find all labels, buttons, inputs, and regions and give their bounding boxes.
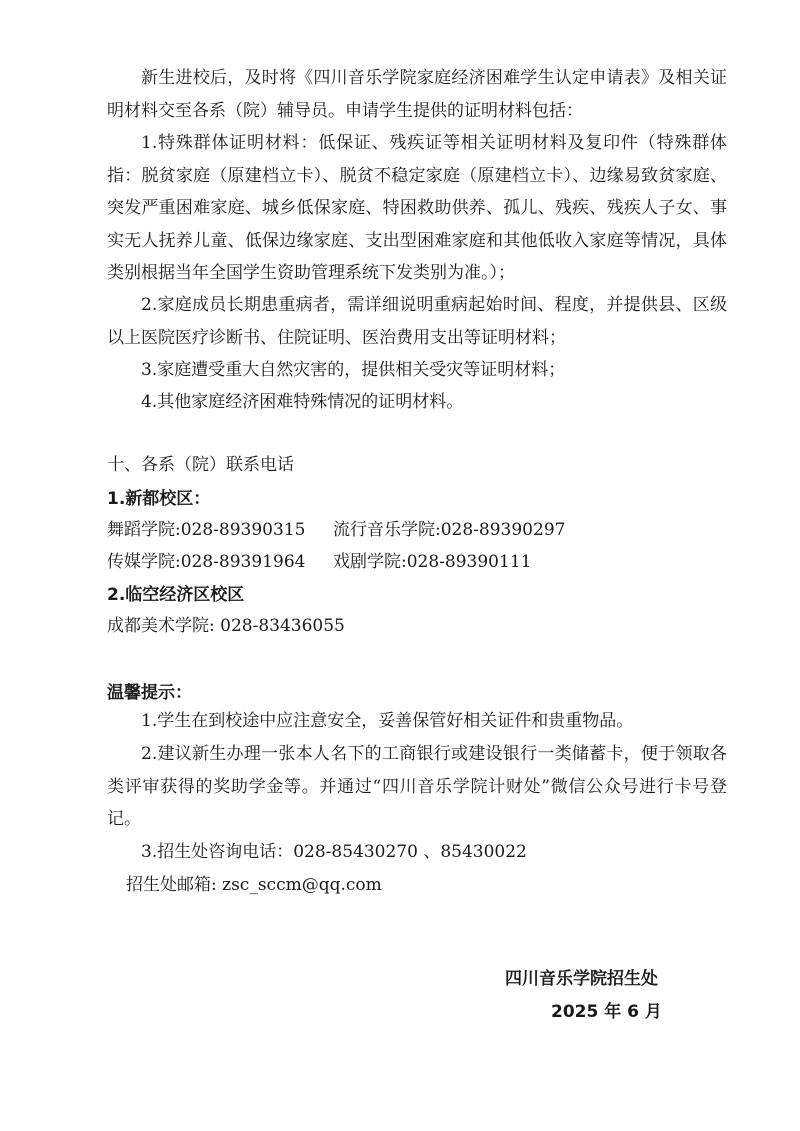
- signature-date: 2025 年 6 月: [551, 1002, 662, 1022]
- campus-xindu-title: 1.新都校区：: [107, 489, 211, 509]
- contacts-heading: 十、各系（院）联系电话: [107, 455, 294, 475]
- signature-org: 四川音乐学院招生处: [505, 969, 658, 989]
- contact-drama-college: 戏剧学院:028-89390111: [333, 552, 532, 572]
- contact-media-college: 传媒学院:028-89391964: [107, 552, 306, 572]
- tip-item-2: 2.建议新生办理一张本人名下的工商银行或建设银行一类储蓄卡，便于领取各类评审获得的奖助学金等。并通过“四川音乐学院计财处”微信公众号进行卡号登记。: [107, 744, 727, 829]
- material-item-3: 3.家庭遭受重大自然灾害的，提供相关受灾等证明材料；: [141, 360, 566, 380]
- tip-item-1: 1.学生在到校途中应注意安全，妥善保管好相关证件和贵重物品。: [141, 711, 634, 731]
- contact-chengdu-art-college: 成都美术学院: 028-83436055: [107, 616, 345, 636]
- tip-item-3: 3.招生处咨询电话：028-85430270 、85430022: [141, 842, 527, 862]
- admissions-email: 招生处邮箱: zsc_sccm@qq.com: [126, 875, 382, 895]
- material-item-4: 4.其他家庭经济困难特殊情况的证明材料。: [141, 392, 464, 412]
- material-item-2: 2.家庭成员长期患重病者，需详细说明重病起始时间、程度，并提供县、区级以上医院医疗诊断书、住院证明、医治费用支出等证明材料；: [107, 295, 727, 348]
- intro-paragraph: 新生进校后，及时将《四川音乐学院家庭经济困难学生认定申请表》及相关证明材料交至各系（院）辅导员。申请学生提供的证明材料包括：: [107, 68, 727, 121]
- campus-linkong-title: 2.临空经济区校区: [107, 585, 245, 605]
- contact-dance-college: 舞蹈学院:028-89390315: [107, 520, 306, 540]
- tips-title: 温馨提示：: [107, 683, 192, 703]
- contact-pop-music-college: 流行音乐学院:028-89390297: [333, 520, 566, 540]
- material-item-1: 1.特殊群体证明材料：低保证、残疾证等相关证明材料及复印件（特殊群体指：脱贫家庭（原建档立卡）、脱贫不稳定家庭（原建档立卡）、边缘易致贫家庭、突发严重困难家庭、城乡低保家庭、特困救助供养、孤儿、残疾、残疾人子女、事实无人抚养儿童、低保边缘家庭、支出型困难家庭和其他低收入家庭等情况，具体类别根据当年全国学生资助管理系统下发类别为准。）；: [107, 133, 727, 283]
